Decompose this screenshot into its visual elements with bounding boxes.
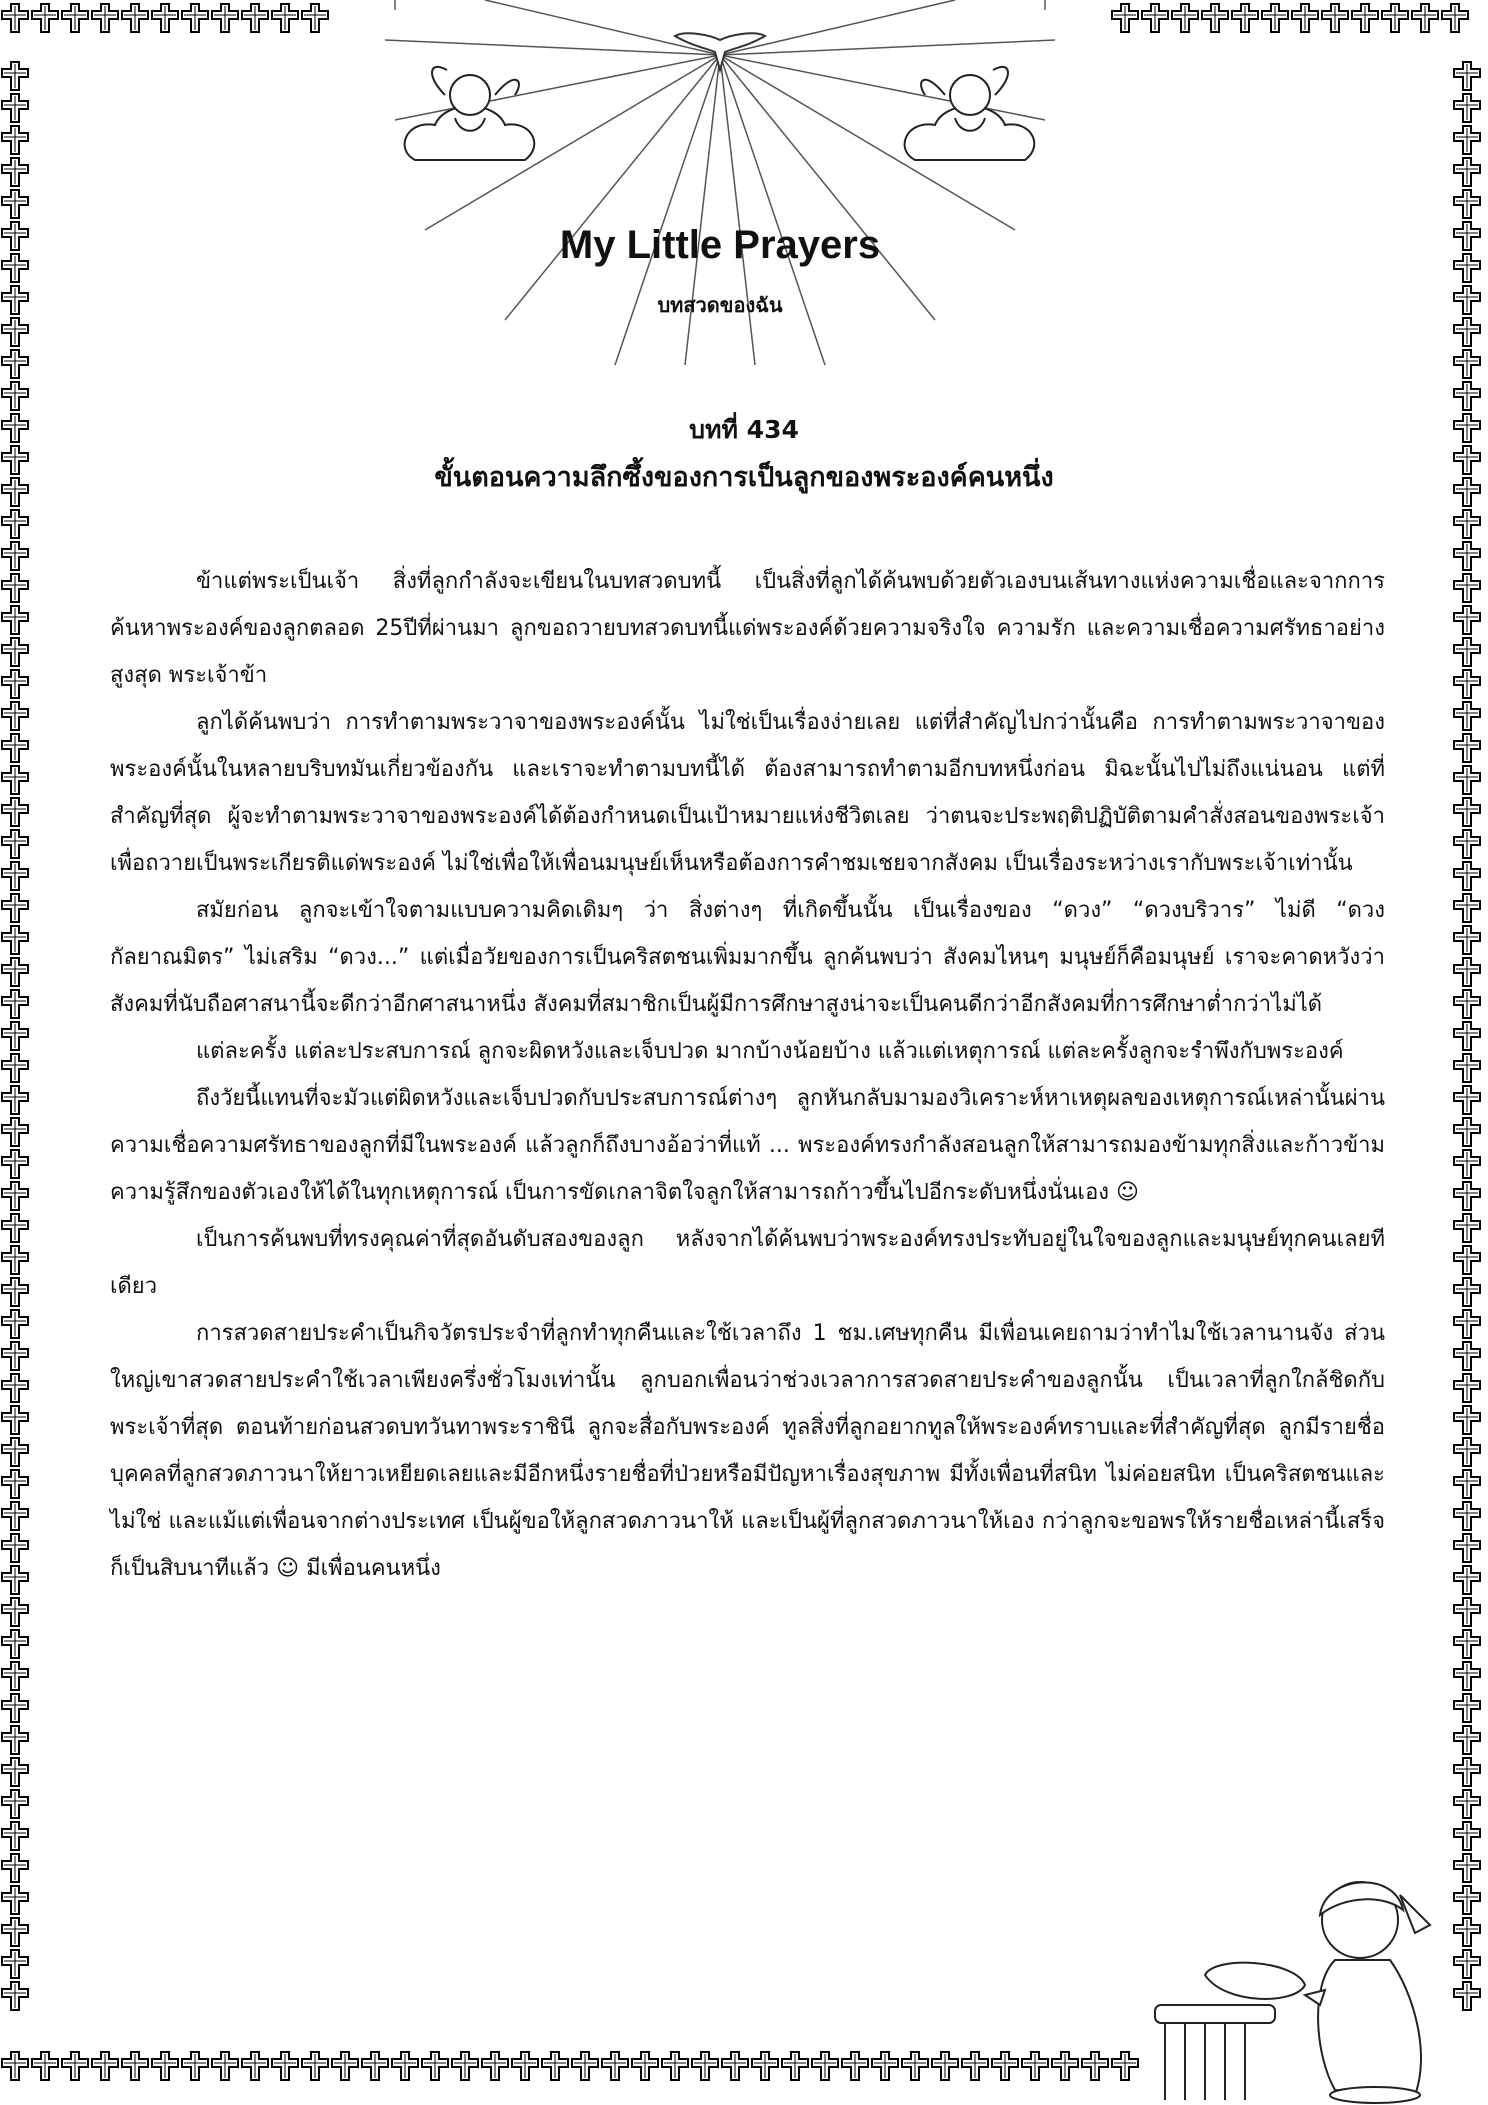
cross-icon [300, 2, 330, 34]
cross-icon [1230, 2, 1260, 34]
paragraph: เป็นการค้นพบที่ทรงคุณค่าที่สุดอันดับสองของลูก หลังจากได้ค้นพบว่าพระองค์ทรงประทับอยู่ในใจของลูกและมนุษย์ทุกคนเลยทีเดียว [110, 1227, 1385, 1299]
cross-icon [0, 1276, 30, 1308]
paragraph: แต่ละครั้ง แต่ละประสบการณ์ ลูกจะผิดหวังและเจ็บปวด มากบ้างน้อยบ้าง แล้วแต่เหตุการณ์ แต่ละครั้งลูกจะรำพึงกับพระองค์ [196, 1039, 1344, 1064]
cross-icon [180, 2050, 210, 2082]
cross-icon [0, 988, 30, 1020]
cross-icon [1452, 764, 1482, 796]
cross-icon [1452, 252, 1482, 284]
cross-icon [0, 1948, 30, 1980]
cross-icon [420, 2050, 450, 2082]
cross-icon [1452, 1852, 1482, 1884]
cross-icon [0, 1052, 30, 1084]
cross-icon [1452, 1340, 1482, 1372]
border-bottom [0, 2050, 1140, 2082]
cross-icon [180, 2, 210, 34]
cross-icon [0, 1596, 30, 1628]
cross-icon [630, 2050, 660, 2082]
svg-text:My Little Prayers: My Little Prayers [559, 223, 881, 267]
cross-icon [1452, 1468, 1482, 1500]
cross-icon [1452, 828, 1482, 860]
cross-icon [1452, 1980, 1482, 2012]
cross-icon [0, 348, 30, 380]
cross-icon [0, 284, 30, 316]
paragraph: สมัยก่อน ลูกจะเข้าใจตามแบบความคิดเดิมๆ ว่า สิ่งต่างๆ ที่เกิดขึ้นนั้น เป็นเรื่องของ “ดวง” “ดวงบริวาร” ไม่ดี “ดวงกัลยาณมิตร” ไม่เสริม “ดวง...” แต่เมื่อวัยของการเป็นคริสตชนเพิ่มมากขึ้น ลูกค้นพบว่า สังคมไหนๆ มนุษย์ก็คือมนุษย์ เราจะคาดหวังว่าสังคมที่นับถือศาสนานี้จะดีกว่าอีกศาสนาหนึ่ง สังคมที่สมาชิกเป็นผู้มีการศึกษาสูงน่าจะเป็นคนดีกว่าอีกสังคมที่การศึกษาต่ำกว่าไม่ได้ [110, 898, 1385, 1017]
cross-icon [0, 1532, 30, 1564]
cross-icon [0, 92, 30, 124]
chapter-number: บทที่ 434 [689, 415, 799, 444]
cross-icon [1452, 508, 1482, 540]
cross-icon [450, 2050, 480, 2082]
cross-icon [1452, 1084, 1482, 1116]
cross-icon [390, 2050, 420, 2082]
cross-icon [1260, 2, 1290, 34]
cross-icon [1452, 1820, 1482, 1852]
cross-icon [1452, 924, 1482, 956]
cross-icon [1452, 92, 1482, 124]
cross-icon [0, 220, 30, 252]
cross-icon [0, 764, 30, 796]
cross-icon [1452, 1148, 1482, 1180]
cross-icon [0, 1468, 30, 1500]
cross-icon [0, 252, 30, 284]
cross-icon [0, 668, 30, 700]
paragraph: ถึงวัยนี้แทนที่จะมัวแต่ผิดหวังและเจ็บปวดกับประสบการณ์ต่างๆ ลูกหันกลับมามองวิเคราะห์หาเหตุผลของเหตุการณ์เหล่านั้นผ่านความเชื่อความศรัทธาของลูกที่มีในพระองค์ แล้วลูกก็ถึงบางอ้อว่าที่แท้ ... พระองค์ทรงกำลังสอนลูกให้สามารถมองข้ามทุกสิ่งและก้าวข้ามความรู้สึกของตัวเองให้ได้ในทุกเหตุการณ์ เป็นการขัดเกลาจิตใจลูกให้สามารถก้าวขึ้นไปอีกระดับหนึ่งนั่นเอง ☺ [110, 1086, 1385, 1205]
cross-icon [900, 2050, 930, 2082]
cross-icon [210, 2050, 240, 2082]
cross-icon [360, 2050, 390, 2082]
cross-icon [0, 316, 30, 348]
cross-icon [0, 1820, 30, 1852]
cross-icon [1452, 284, 1482, 316]
cross-icon [0, 1436, 30, 1468]
body-text [110, 558, 1385, 1592]
cross-icon [0, 1628, 30, 1660]
cross-icon [1452, 572, 1482, 604]
cross-icon [1452, 1436, 1482, 1468]
cross-icon [780, 2050, 810, 2082]
cross-icon [1452, 860, 1482, 892]
cross-icon [1452, 1948, 1482, 1980]
cross-icon [0, 2, 30, 34]
cross-icon [1452, 1020, 1482, 1052]
cross-icon [0, 1500, 30, 1532]
cross-icon [840, 2050, 870, 2082]
cross-icon [330, 2050, 360, 2082]
cross-icon [0, 828, 30, 860]
cross-icon [1452, 1532, 1482, 1564]
cross-icon [60, 2, 90, 34]
cross-icon [300, 2050, 330, 2082]
cross-icon [1050, 2050, 1080, 2082]
paragraph: การสวดสายประคำเป็นกิจวัตรประจำที่ลูกทำทุกคืนและใช้เวลาถึง 1 ชม.เศษทุกคืน มีเพื่อนเคยถามว่าทำไมใช้เวลานานจัง ส่วนใหญ่เขาสวดสายประคำใช้เวลาเพียงครึ่งชั่วโมงเท่านั้น ลูกบอกเพื่อนว่าช่วงเวลาการสวดสายประคำของลูกนั้น เป็นเวลาที่ลูกใกล้ชิดกับพระเจ้าที่สุด ตอนท้ายก่อนสวดบทวันทาพระราชินี ลูกจะสื่อกับพระองค์ ทูลสิ่งที่ลูกอยากทูลให้พระองค์ทราบและที่สำคัญที่สุด ลูกมีรายชื่อบุคคลที่ลูกสวดภาวนาให้ยาวเหยียดเลยและมีอีกหนึ่งรายชื่อที่ป่วยหรือมีปัญหาเรื่องสุขภาพ มีทั้งเพื่อนที่สนิท ไม่ค่อยสนิท เป็นคริสตชนและไม่ใช่ และแม้แต่เพื่อนจากต่างประเทศ เป็นผู้ขอให้ลูกสวดภาวนาให้ และเป็นผู้ที่ลูกสวดภาวนาให้เอง กว่าลูกจะขอพรให้รายชื่อเหล่านี้เสร็จ ก็เป็นสิบนาทีแล้ว ☺ มีเพื่อนคนหนึ่ง [110, 1321, 1385, 1581]
chapter-title: ขั้นตอนความลึกซึ้งของการเป็นลูกของพระองค์คนหนึ่ง [434, 462, 1054, 493]
cross-icon [690, 2050, 720, 2082]
cross-icon [0, 60, 30, 92]
cross-icon [1452, 348, 1482, 380]
cross-icon [120, 2, 150, 34]
cross-icon [1110, 2050, 1140, 2082]
cross-icon [0, 1884, 30, 1916]
cross-icon [0, 540, 30, 572]
cross-icon [990, 2050, 1020, 2082]
cross-icon [570, 2050, 600, 2082]
border-right [1452, 60, 1482, 2012]
cross-icon [60, 2050, 90, 2082]
cross-icon [1452, 1628, 1482, 1660]
cross-icon [0, 156, 30, 188]
cross-icon [270, 2050, 300, 2082]
cross-icon [1452, 1756, 1482, 1788]
cross-icon [0, 700, 30, 732]
cross-icon [1080, 2050, 1110, 2082]
cross-icon [1452, 380, 1482, 412]
cross-icon [930, 2050, 960, 2082]
cross-icon [0, 1660, 30, 1692]
cross-icon [150, 2050, 180, 2082]
cross-icon [0, 1212, 30, 1244]
cross-icon [1110, 2, 1140, 34]
cross-icon [1452, 988, 1482, 1020]
cross-icon [0, 188, 30, 220]
cross-icon [1452, 604, 1482, 636]
cross-icon [510, 2050, 540, 2082]
cross-icon [1452, 796, 1482, 828]
cross-icon [1452, 1884, 1482, 1916]
border-top-left [0, 2, 330, 34]
cross-icon [240, 2050, 270, 2082]
cross-icon [0, 892, 30, 924]
cross-icon [720, 2050, 750, 2082]
cross-icon [0, 1116, 30, 1148]
cross-icon [1452, 1404, 1482, 1436]
cross-icon [0, 1308, 30, 1340]
cross-icon [0, 636, 30, 668]
cross-icon [1452, 220, 1482, 252]
cross-icon [540, 2050, 570, 2082]
cross-icon [0, 860, 30, 892]
border-top-right [1110, 2, 1470, 34]
cross-icon [1290, 2, 1320, 34]
cross-icon [0, 124, 30, 156]
cross-icon [30, 2, 60, 34]
angel-left-icon [405, 67, 535, 160]
cross-icon [150, 2, 180, 34]
cross-icon [750, 2050, 780, 2082]
cross-icon [1380, 2, 1410, 34]
cross-icon [1452, 668, 1482, 700]
cross-icon [1452, 636, 1482, 668]
cross-icon [0, 604, 30, 636]
cross-icon [600, 2050, 630, 2082]
dove-icon [675, 33, 765, 70]
cross-icon [0, 924, 30, 956]
cross-icon [0, 732, 30, 764]
paragraph: ข้าแต่พระเป็นเจ้า สิ่งที่ลูกกำลังจะเขียนในบทสวดบทนี้ เป็นสิ่งที่ลูกได้ค้นพบด้วยตัวเองบนเส้นทางแห่งความเชื่อและจากการค้นหาพระองค์ของลูกตลอด 25ปีที่ผ่านมา ลูกขอถวายบทสวดบทนี้แด่พระองค์ด้วยความจริงใจ ความรัก และความเชื่อความศรัทธาอย่างสูงสุด พระเจ้าข้า [110, 569, 1385, 688]
cross-icon [1452, 1660, 1482, 1692]
cross-icon [1452, 1244, 1482, 1276]
cross-icon [1452, 1372, 1482, 1404]
cross-icon [1452, 124, 1482, 156]
cross-icon [1452, 156, 1482, 188]
cross-icon [1170, 2, 1200, 34]
cross-icon [1452, 1692, 1482, 1724]
cross-icon [30, 2050, 60, 2082]
cross-icon [0, 1788, 30, 1820]
cross-icon [1452, 188, 1482, 220]
cross-icon [0, 1916, 30, 1948]
border-left [0, 60, 30, 2012]
cross-icon [480, 2050, 510, 2082]
cross-icon [0, 1980, 30, 2012]
cross-icon [1452, 1788, 1482, 1820]
cross-icon [0, 1724, 30, 1756]
cross-icon [1452, 1724, 1482, 1756]
cross-icon [1452, 1212, 1482, 1244]
cross-icon [1452, 732, 1482, 764]
cross-icon [0, 796, 30, 828]
cross-icon [0, 1404, 30, 1436]
cross-icon [0, 572, 30, 604]
cross-icon [0, 1756, 30, 1788]
cross-icon [1452, 316, 1482, 348]
cross-icon [270, 2, 300, 34]
cross-icon [0, 1148, 30, 1180]
cross-icon [1452, 892, 1482, 924]
cross-icon [810, 2050, 840, 2082]
cross-icon [1140, 2, 1170, 34]
cross-icon [240, 2, 270, 34]
cross-icon [1452, 1116, 1482, 1148]
svg-text:บทสวดของฉัน: บทสวดของฉัน [657, 293, 783, 317]
cross-icon [0, 1852, 30, 1884]
cross-icon [1410, 2, 1440, 34]
cross-icon [870, 2050, 900, 2082]
cross-icon [660, 2050, 690, 2082]
cross-icon [0, 1340, 30, 1372]
cross-icon [1452, 1276, 1482, 1308]
cross-icon [1452, 1052, 1482, 1084]
cross-icon [0, 1692, 30, 1724]
cross-icon [90, 2050, 120, 2082]
cross-icon [1452, 540, 1482, 572]
cross-icon [1200, 2, 1230, 34]
cross-icon [1440, 2, 1470, 34]
cross-icon [120, 2050, 150, 2082]
cross-icon [0, 2050, 30, 2082]
cross-icon [0, 1564, 30, 1596]
cross-icon [0, 1084, 30, 1116]
cross-icon [0, 1244, 30, 1276]
cross-icon [1452, 60, 1482, 92]
cross-icon [1020, 2050, 1050, 2082]
cross-icon [0, 380, 30, 412]
cross-icon [960, 2050, 990, 2082]
cross-icon [0, 956, 30, 988]
cross-icon [1452, 1596, 1482, 1628]
cross-icon [1452, 1308, 1482, 1340]
cross-icon [1452, 956, 1482, 988]
cross-icon [90, 2, 120, 34]
cross-icon [1320, 2, 1350, 34]
cross-icon [210, 2, 240, 34]
paragraph: ลูกได้ค้นพบว่า การทำตามพระวาจาของพระองค์นั้น ไม่ใช่เป็นเรื่องง่ายเลย แต่ที่สำคัญไปกว่านั้นคือ การทำตามพระวาจาของพระองค์นั้นในหลายบริบทมันเกี่ยวข้องกัน และเราจะทำตามบทนี้ได้ ต้องสามารถทำตามอีกบทหนึ่งก่อน มิฉะนั้นไปไม่ถึงแน่นอน แต่ที่สำคัญที่สุด ผู้จะทำตามพระวาจาของพระองค์ได้ต้องกำหนดเป็นเป้าหมายแห่งชีวิตเลย ว่าตนจะประพฤติปฏิบัติตามคำสั่งสอนของพระเจ้า เพื่อถวายเป็นพระเกียรติแด่พระองค์ ไม่ใช่เพื่อให้เพื่อนมนุษย์เห็นหรือต้องการคำชมเชยจากสังคม เป็นเรื่องระหว่างเรากับพระเจ้าเท่านั้น [110, 710, 1385, 876]
cross-icon [0, 1180, 30, 1212]
cross-icon [1452, 1916, 1482, 1948]
cross-icon [1350, 2, 1380, 34]
cross-icon [0, 1020, 30, 1052]
cross-icon [0, 508, 30, 540]
cross-icon [1452, 1564, 1482, 1596]
cross-icon [1452, 1500, 1482, 1532]
cross-icon [0, 1372, 30, 1404]
cross-icon [1452, 700, 1482, 732]
cross-icon [1452, 1180, 1482, 1212]
header-banner-image [385, 0, 1055, 370]
praying-child-illustration [1145, 1855, 1445, 2105]
